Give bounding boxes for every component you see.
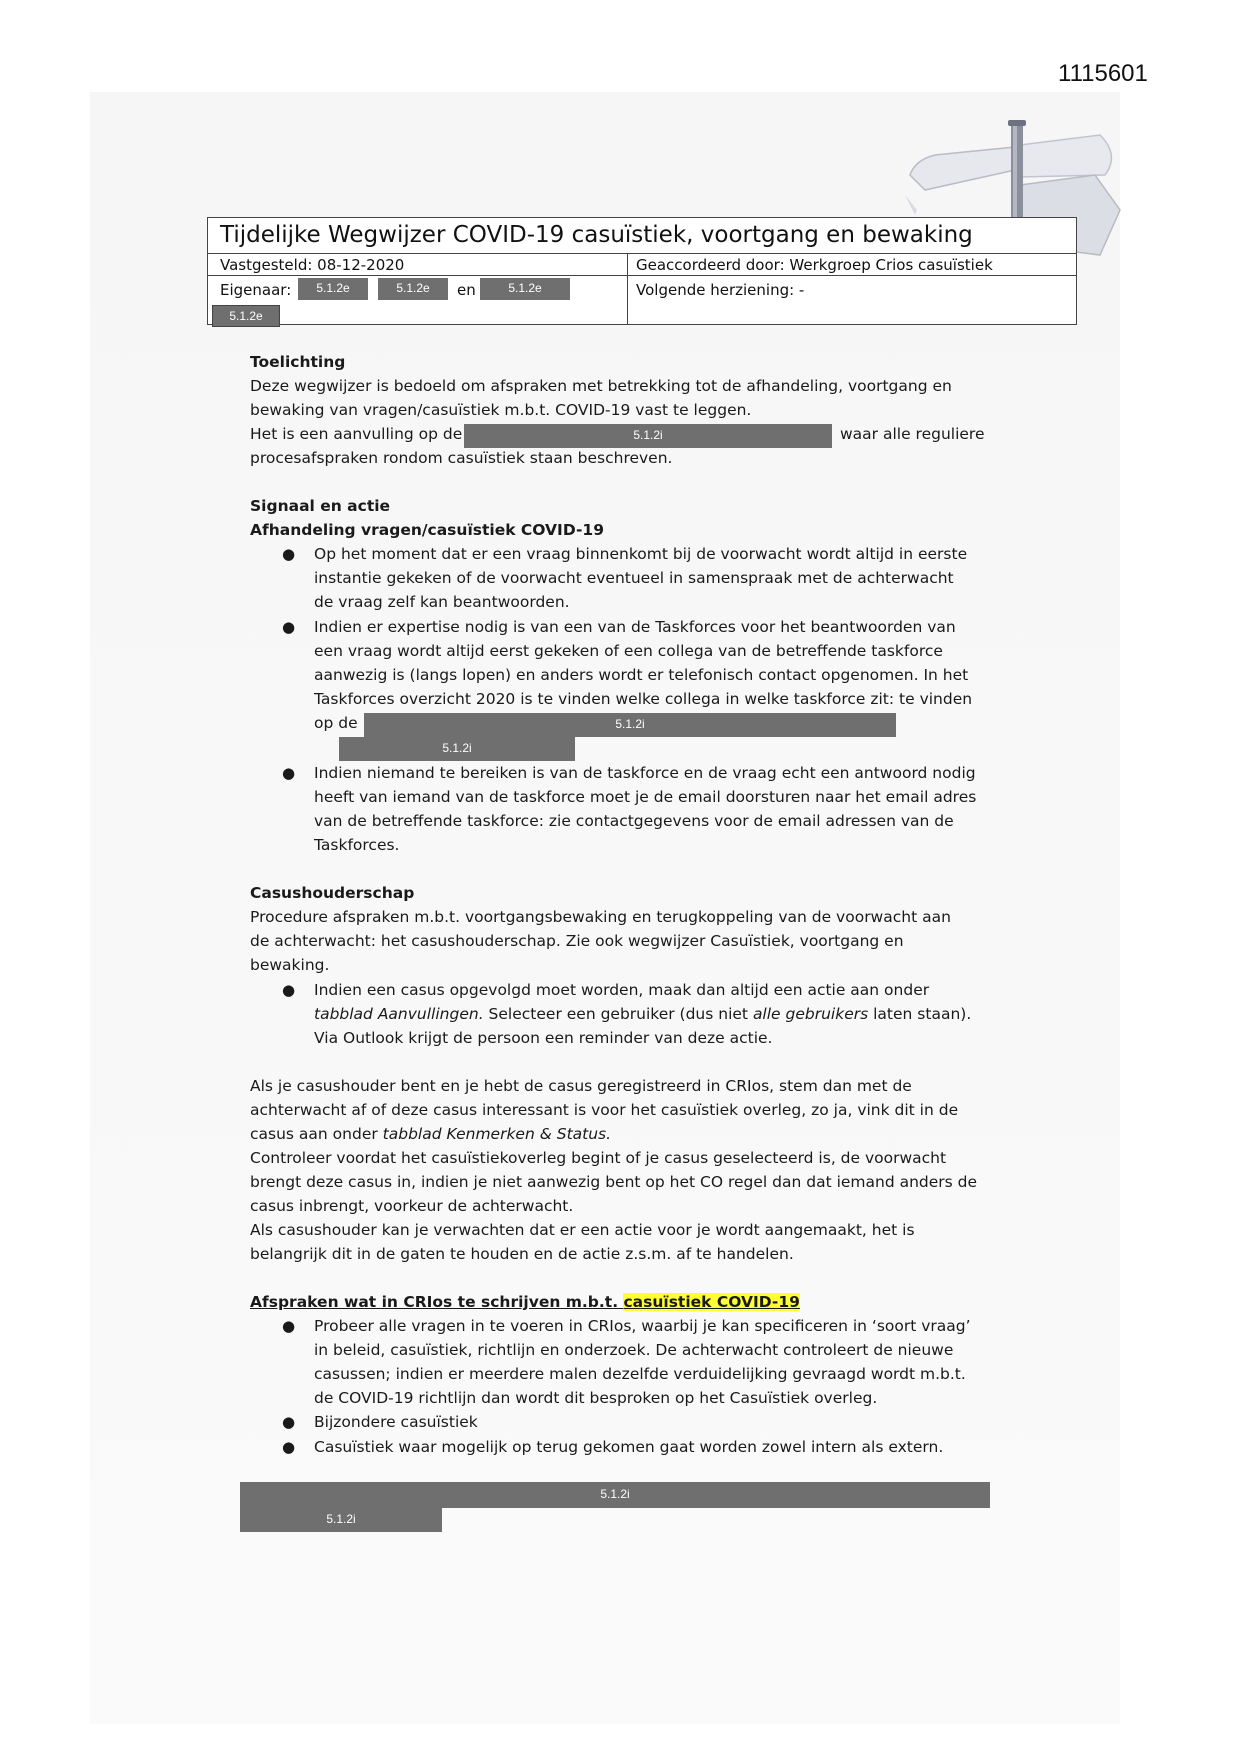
text-span: Selecteer een gebruiker (dus niet <box>483 1005 753 1023</box>
italic-text: tabblad Kenmerken & Status. <box>382 1125 612 1143</box>
bullet-line: casussen; indien er meerdere malen dezelfde verduidelijking gevraagd wordt m.b.t. <box>314 1365 966 1383</box>
volgende-herziening: Volgende herziening: - <box>636 281 805 299</box>
bullet-icon: ● <box>282 1317 296 1335</box>
redaction-block: 5.1.2e <box>212 305 280 327</box>
header-divider <box>208 275 1076 276</box>
vastgesteld-date: Vastgesteld: 08-12-2020 <box>220 256 405 274</box>
redaction-block: 5.1.2e <box>378 278 448 300</box>
redaction-block: 5.1.2i <box>339 737 575 761</box>
italic-text: tabblad Aanvullingen. <box>314 1005 484 1023</box>
signaal-subheading: Afhandeling vragen/casuïstiek COVID-19 <box>250 521 604 539</box>
header-column-divider <box>627 253 628 324</box>
bullet-icon: ● <box>282 545 296 563</box>
bullet-line: op de <box>314 714 358 732</box>
bullet-line: Indien een casus opgevolgd moet worden, maak dan altijd een actie aan onder <box>314 981 930 999</box>
toelichting-line: Deze wegwijzer is bedoeld om afspraken met betrekking tot de afhandeling, voortgang en <box>250 377 952 395</box>
bullet-icon: ● <box>282 764 296 782</box>
bullet-line: Taskforces. <box>314 836 400 854</box>
text-span: casus aan onder <box>250 1125 383 1143</box>
text-span: Afspraken wat in CRIos te schrijven m.b.t. <box>250 1293 624 1311</box>
paragraph-line: Als casushouder kan je verwachten dat er een actie voor je wordt aangemaakt, het is <box>250 1221 915 1239</box>
bullet-line: Indien er expertise nodig is van een van de Taskforces voor het beantwoorden van <box>314 618 956 636</box>
eigenaar-and: en <box>457 281 476 299</box>
paragraph-line: casus inbrengt, voorkeur de achterwacht. <box>250 1197 574 1215</box>
paragraph-line: Controleer voordat het casuïstiekoverleg begint of je casus geselecteerd is, de voorwacht <box>250 1149 947 1167</box>
eigenaar-label: Eigenaar: <box>220 281 292 299</box>
bullet-line: heeft van iemand van de taskforce moet je de email doorsturen naar het email adres <box>314 788 977 806</box>
bullet-line: een vraag wordt altijd eerst gekeken of een collega van de betreffende taskforce <box>314 642 943 660</box>
bullet-icon: ● <box>282 1413 296 1431</box>
toelichting-line: procesafspraken rondom casuïstiek staan beschreven. <box>250 449 673 467</box>
bullet-line: instantie gekeken of de voorwacht eventueel in samenspraak met de achterwacht <box>314 569 954 587</box>
bullet-line: Indien niemand te bereiken is van de taskforce en de vraag echt een antwoord nodig <box>314 764 976 782</box>
document-title: Tijdelijke Wegwijzer COVID-19 casuïstiek, voortgang en bewaking <box>220 222 973 248</box>
bullet-line <box>314 1005 971 1023</box>
bullet-icon: ● <box>282 618 296 636</box>
bullet-line: Taskforces overzicht 2020 is te vinden welke collega in welke taskforce zit: te vinden <box>314 690 973 708</box>
bullet-line: de vraag zelf kan beantwoorden. <box>314 593 570 611</box>
paragraph-line: brengt deze casus in, indien je niet aanwezig bent op het CO regel dan dat iemand anders de <box>250 1173 978 1191</box>
document-number: 1115601 <box>1058 60 1148 87</box>
document-header-table <box>207 217 1077 325</box>
redaction-block: 5.1.2i <box>240 1482 990 1508</box>
redaction-block: 5.1.2i <box>240 1508 442 1532</box>
bullet-line: Op het moment dat er een vraag binnenkomt bij de voorwacht wordt altijd in eerste <box>314 545 968 563</box>
redaction-block: 5.1.2e <box>480 278 570 300</box>
highlighted-text: casuïstiek COVID-19 <box>623 1293 800 1311</box>
paragraph-line: belangrijk dit in de gaten te houden en de actie z.s.m. af te handelen. <box>250 1245 794 1263</box>
bullet-line: Probeer alle vragen in te voeren in CRIos, waarbij je kan specificeren in ‘soort vraag’ <box>314 1317 971 1335</box>
redaction-block: 5.1.2i <box>464 424 832 448</box>
bullet-line: aanwezig is (langs lopen) en anders wordt er telefonisch contact opgenomen. In het <box>314 666 969 684</box>
header-divider <box>208 253 1076 254</box>
bullet-line: van de betreffende taskforce: zie contactgegevens voor de email adressen van de <box>314 812 954 830</box>
bullet-icon: ● <box>282 981 296 999</box>
bullet-line: de COVID-19 richtlijn dan wordt dit besproken op het Casuïstiek overleg. <box>314 1389 878 1407</box>
paragraph-line: de achterwacht: het casushouderschap. Zie ook wegwijzer Casuïstiek, voortgang en <box>250 932 904 950</box>
casushouderschap-heading: Casushouderschap <box>250 884 415 902</box>
toelichting-line: bewaking van vragen/casuïstiek m.b.t. COVID-19 vast te leggen. <box>250 401 752 419</box>
toelichting-line: Het is een aanvulling op de <box>250 425 463 443</box>
bullet-icon: ● <box>282 1438 296 1456</box>
paragraph-line: achterwacht af of deze casus interessant is voor het casuïstiek overleg, zo ja, vink dit in de <box>250 1101 959 1119</box>
toelichting-line: waar alle reguliere <box>840 425 985 443</box>
signaal-heading: Signaal en actie <box>250 497 391 515</box>
text-span: laten staan). <box>868 1005 972 1023</box>
paragraph-line: Als je casushouder bent en je hebt de casus geregistreerd in CRIos, stem dan met de <box>250 1077 912 1095</box>
bullet-line: Casuïstiek waar mogelijk op terug gekomen gaat worden zowel intern als extern. <box>314 1438 944 1456</box>
bullet-line: Via Outlook krijgt de persoon een reminder van deze actie. <box>314 1029 773 1047</box>
bullet-line: Bijzondere casuïstiek <box>314 1413 478 1431</box>
paragraph-line: bewaking. <box>250 956 330 974</box>
toelichting-heading: Toelichting <box>250 353 346 371</box>
geaccordeerd-door: Geaccordeerd door: Werkgroep Crios casuïstiek <box>636 256 993 274</box>
italic-text: alle gebruikers <box>752 1005 869 1023</box>
bullet-line: in beleid, casuïstiek, richtlijn en onderzoek. De achterwacht controleert de nieuwe <box>314 1341 954 1359</box>
redaction-block: 5.1.2i <box>364 713 896 737</box>
afspraken-heading <box>250 1293 800 1311</box>
paragraph-line: Procedure afspraken m.b.t. voortgangsbewaking en terugkoppeling van de voorwacht aan <box>250 908 951 926</box>
redaction-block: 5.1.2e <box>298 278 368 300</box>
paragraph-line <box>250 1125 611 1143</box>
